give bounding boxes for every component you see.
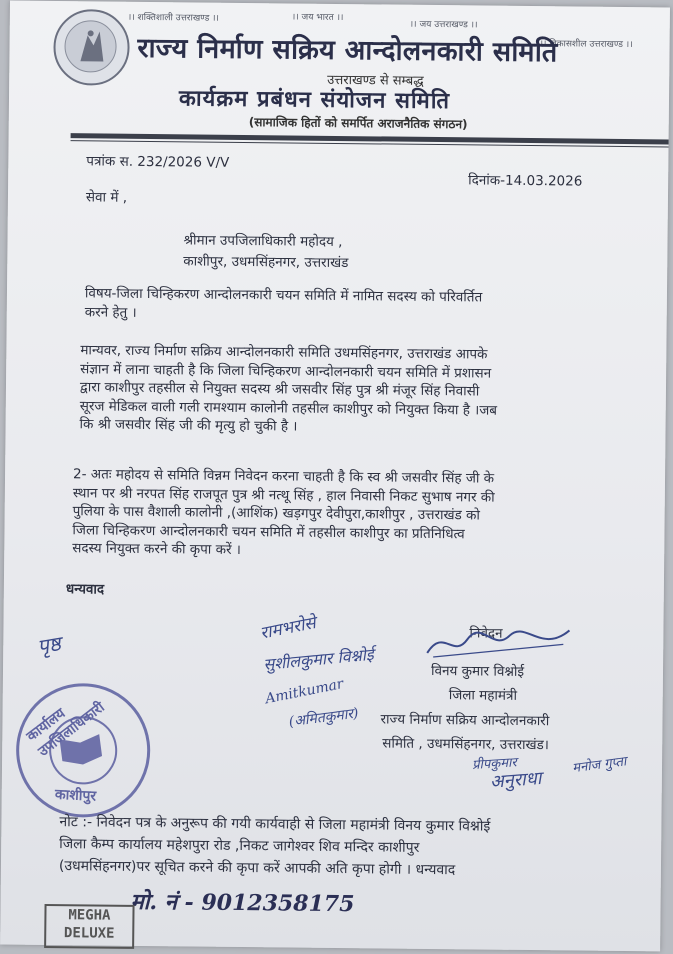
letter-paper [0, 1, 670, 952]
stamp-text: काशीपुर [54, 786, 97, 805]
tagline: ।। विकासशील उत्तराखण्ड ।। [539, 39, 633, 51]
paragraph-line: सदस्य नियुक्त करने की कृपा करें । [72, 540, 242, 559]
letter-date: दिनांक-14.03.2026 [468, 172, 583, 190]
signature: अनुराधा [489, 767, 543, 793]
sender-organization: समिति , उधमसिंहनगर, उत्तराखंड। [382, 735, 549, 754]
paragraph-line: 2- अतः महोदय से समिति विन्नम निवेदन करना चाहती है कि स्व श्री जसवीर सिंह जी के [72, 466, 495, 487]
paragraph-line: द्वारा काशीपुर तहसील से नियुक्त सदस्य श्री जसवीर सिंह पुत्र श्री मंजूर सिंह निवासी [79, 379, 480, 400]
sender-organization: राज्य निर्माण सक्रिय आन्दोलनकारी [380, 711, 550, 730]
paragraph-2 [72, 465, 495, 562]
paragraph-line: कि श्री जसवीर सिंह जी की मृत्यु हो चुकी है । [79, 416, 298, 435]
recipient-line: काशीपुर, उधमसिंहनगर, उत्तराखंड [183, 253, 349, 272]
affiliation: उत्तराखण्ड से सम्बद्ध [327, 72, 424, 89]
organization-name: राज्य निर्माण सक्रिय आन्दोलनकारी समिति [137, 32, 558, 69]
salutation: सेवा में , [85, 189, 128, 206]
subject-line: विषय-जिला चिन्हिकरण आन्दोलनकारी चयन समिति में नामित सदस्य को परिवर्तित [84, 285, 483, 306]
paragraph-line: जिला चिन्हिकरण आन्दोलनकारी चयन समिति में तहसील काशीपुर का प्रतिनिधित्व [72, 522, 465, 543]
closing: धन्यवाद [65, 581, 105, 598]
handwritten-initials: पृष्ठ [35, 631, 63, 659]
sender-designation: जिला महामंत्री [448, 687, 518, 704]
note-line: नोट :- निवेदन पत्र के अनुरूप की गयी कार्यवाही से जिला महामंत्री विनय कुमार विश्नोई [59, 814, 491, 835]
signature: मनोज गुप्ता [571, 754, 628, 777]
subject-line: करने हेतु । [84, 303, 137, 321]
sender-name: विनय कुमार विश्नोई [430, 662, 525, 680]
logo-text: DELUXE [63, 925, 115, 942]
tagline: ।। जय उत्तराखण्ड ।। [409, 19, 478, 31]
signature: (अमितकुमार) [287, 705, 360, 731]
reference-number: पत्रांक स. 232/2026 V/V [86, 153, 230, 171]
tagline: ।। जय भारत ।। [291, 12, 344, 24]
paragraph-1 [79, 341, 497, 438]
signature-scribble [423, 623, 573, 665]
paragraph-line: स्थान पर श्री नरपत सिंह राजपूत पुत्र श्री नत्थू सिंह , हाल निवासी निकट सुभाष नगर की [72, 484, 495, 506]
note-line: (उधमसिंहनगर)पर सूचित करने की कृपा करें आपकी अति कृपा होगी । धन्यवाद [58, 858, 456, 879]
signature: Amitkumar [263, 675, 345, 708]
signature: प्रीपकुमार [471, 755, 518, 773]
paper-brand-logo [44, 904, 134, 949]
mobile-number: मो. नं - 9012358175 [130, 888, 355, 918]
paragraph-line: पुलिया के पास वैशाली कालोनी ,(आशिंक) खड़गपुर देवीपुरा,काशीपुर , उत्तराखंड को [72, 503, 481, 524]
logo-text: MEGHA [68, 907, 111, 924]
organization-description: (सामाजिक हितों को समर्पित अराजनैतिक संगठन) [248, 115, 468, 132]
paragraph-line: संज्ञान में लाना चाहती है कि जिला चिन्हिकरण आन्दोलनकारी चयन समिति में प्रशासन [80, 360, 492, 382]
office-stamp [8, 675, 158, 825]
note-line: जिला कैम्प कार्यालय महेशपुरा रोड ,निकट जागेश्वर शिव मन्दिर काशीपुर [59, 836, 420, 856]
signature: रामभरोसे [258, 613, 318, 644]
tagline: ।। शक्तिशाली उत्तराखण्ड ।। [127, 12, 220, 24]
stamp-text: कार्यालय उपजिलाधिकारी [23, 699, 108, 760]
program-committee-name: कार्यक्रम प्रबंधन संयोजन समिति [178, 86, 451, 115]
note [59, 811, 491, 882]
letterhead [10, 1, 670, 132]
emblem-figure-icon [65, 21, 116, 72]
paragraph-line: मान्यवर, राज्य निर्माण सक्रिय आन्दोलनकारी समिति उधमसिंहनगर, उत्तराखंड आपके [80, 342, 488, 363]
paragraph-line: सूरज मेडिकल वाली गली रामश्याम कालोनी तहसील काशीपुर को नियुक्त किया है ।जब [79, 398, 498, 419]
emblem-logo [53, 9, 130, 86]
subject [85, 284, 483, 325]
recipient-line: श्रीमान उपजिलाधिकारी महोदय , [183, 232, 343, 251]
sender-heading: निवेदन [469, 625, 503, 642]
signature: सुशीलकुमार विश्नोई [262, 644, 375, 674]
